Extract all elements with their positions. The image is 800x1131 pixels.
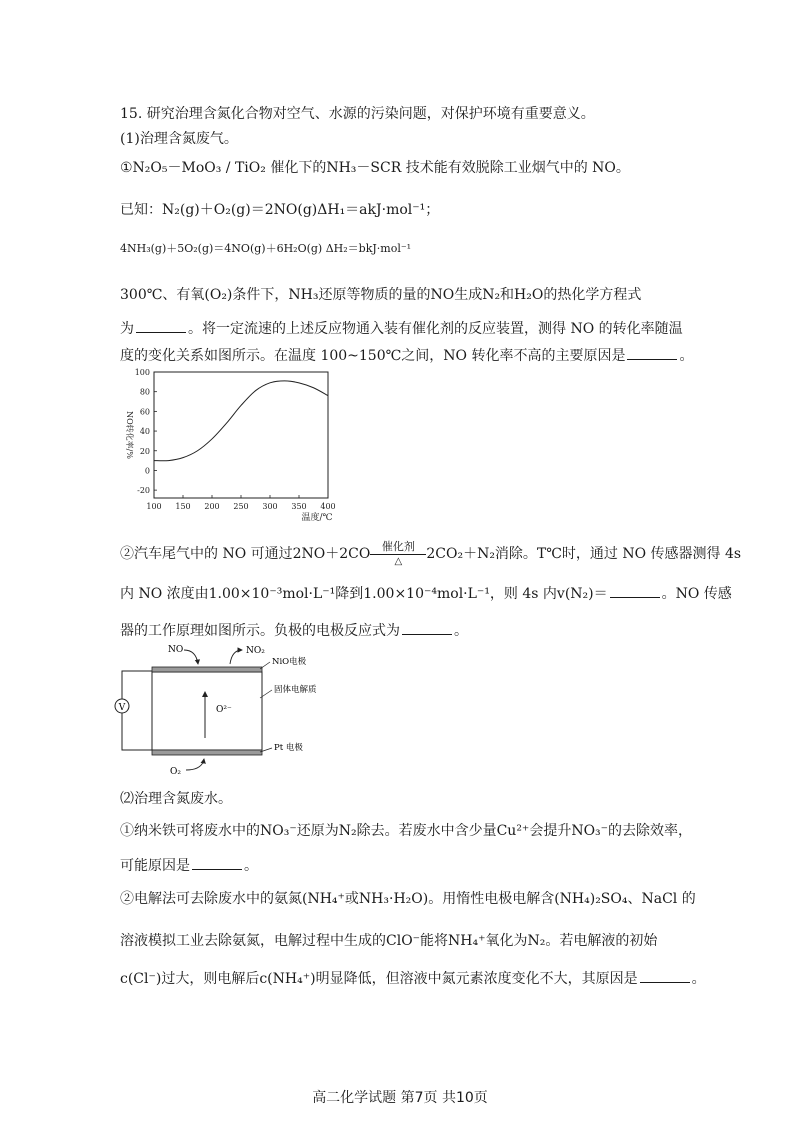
sub2-line3 xyxy=(120,620,468,640)
answer-blank-6[interactable] xyxy=(640,981,690,983)
pt-electrode xyxy=(152,750,262,755)
y-tick-label: 0 xyxy=(144,466,150,476)
o2-label: O₂ xyxy=(170,767,181,775)
catalyst-label: 催化剂 xyxy=(381,540,415,553)
voltmeter-label: V xyxy=(118,703,126,713)
solid-electrolyte xyxy=(152,672,262,750)
part2-q1-line1: ①纳米铁可将废水中的NO₃⁻还原为N₂除去。若废水中含少量Cu²⁺会提升NO₃⁻的去除效率， xyxy=(120,823,693,839)
sub1-line2: 300℃、有氧(O₂)条件下，NH₃还原等物质的量的NO生成N₂和H₂O的热化学方程式 xyxy=(120,287,642,303)
sub2-line2-a: 内 NO 浓度由1.00×10⁻³mol·L⁻¹降到1.00×10⁻⁴mol·L⁻¹，则 4s 内v(N₂)＝ xyxy=(120,586,608,602)
answer-blank-2[interactable] xyxy=(627,358,677,360)
part1-heading: (1)治理含氮废气。 xyxy=(120,131,238,147)
part2-heading: ⑵治理含氮废水。 xyxy=(120,791,232,807)
x-tick-label: 250 xyxy=(233,502,249,511)
part2-q1-line2-a: 可能原因是 xyxy=(120,858,190,874)
chart-x-label: 温度/℃ xyxy=(301,513,333,523)
sub2-line2 xyxy=(120,583,732,603)
question-title: 15. 研究治理含氮化合物对空气、水源的污染问题，对保护环境有重要意义。 xyxy=(120,106,595,122)
page-footer: 高二化学试题 第7页 共10页 xyxy=(312,1090,488,1106)
answer-blank-5[interactable] xyxy=(192,868,242,870)
electrolyte-label: 固体电解质 xyxy=(274,685,317,695)
no-conversion-chart xyxy=(112,365,352,525)
sub2-line3-a: 器的工作原理如图所示。负极的电极反应式为 xyxy=(120,623,400,639)
y-tick-label: 60 xyxy=(139,407,150,417)
heat-label: △ xyxy=(394,556,403,567)
y-tick-label: 100 xyxy=(134,368,150,377)
no-sensor-diagram xyxy=(110,640,360,775)
part2-q2-line3 xyxy=(120,968,706,988)
series-line-no-conversion xyxy=(154,381,328,461)
sub2-line1 xyxy=(120,541,741,567)
chart-y-label: NO转化率/% xyxy=(125,411,134,459)
sub1-line4 xyxy=(120,345,693,365)
sub1-line4-b: 。 xyxy=(679,348,694,364)
part2-q1-line2-b: 。 xyxy=(244,858,258,874)
part2-q2-line1: ②电解法可去除废水中的氨氮(NH₄⁺或NH₃·H₂O)。用惰性电极电解含(NH₄)₂SO₄、NaCl 的 xyxy=(120,891,696,907)
sub1-line3-b: 。将一定流速的上述反应物通入装有催化剂的反应装置，测得 NO 的转化率随温 xyxy=(188,321,683,337)
known-eq1: 已知：N₂(g)＋O₂(g)＝2NO(g)ΔH₁＝akJ·mol⁻¹； xyxy=(120,202,440,218)
y-tick-label: -20 xyxy=(137,486,150,496)
sub2-line1-a: ②汽车尾气中的 NO 可通过2NO＋2CO xyxy=(120,546,371,562)
answer-blank-4[interactable] xyxy=(402,633,452,635)
y-tick-label: 40 xyxy=(139,427,150,437)
x-tick-label: 350 xyxy=(291,502,307,511)
chart-plot-frame xyxy=(154,372,328,498)
sub1-line3 xyxy=(120,318,683,338)
no2-label: NO₂ xyxy=(246,646,265,656)
x-tick-label: 100 xyxy=(146,502,162,511)
part2-q2-line3-a: c(Cl⁻)过大，则电解后c(NH₄⁺)明显降低，但溶液中氮元素浓度变化不大，其原因是 xyxy=(120,971,638,987)
known-eq2: 4NH₃(g)＋5O₂(g)＝4NO(g)＋6H₂O(g) ΔH₂＝bkJ·mol⁻¹ xyxy=(120,242,412,255)
x-tick-label: 400 xyxy=(320,502,336,511)
x-tick-label: 150 xyxy=(175,502,191,511)
o2minus-label: O²⁻ xyxy=(216,705,232,715)
sub2-line3-b: 。 xyxy=(454,623,468,639)
nio-electrode xyxy=(152,667,262,672)
reaction-arrow xyxy=(370,541,426,567)
sub1-line4-a: 度的变化关系如图所示。在温度 100~150℃之间，NO 转化率不高的主要原因是 xyxy=(120,348,626,364)
x-tick-label: 300 xyxy=(262,502,278,511)
sub1-intro: ①N₂O₅－MoO₃ / TiO₂ 催化下的NH₃－SCR 技术能有效脱除工业烟气中的 NO。 xyxy=(120,160,630,176)
sub1-line3-a: 为 xyxy=(120,321,134,337)
sub2-line2-b: 。NO 传感 xyxy=(661,586,732,602)
part2-q1-line2 xyxy=(120,855,258,875)
nio-electrode-label: NiO电极 xyxy=(272,657,307,667)
answer-blank-3[interactable] xyxy=(610,596,660,598)
part2-q2-line2: 溶液模拟工业去除氨氮，电解过程中生成的ClO⁻能将NH₄⁺氧化为N₂。若电解液的初始 xyxy=(120,933,658,949)
answer-blank-1[interactable] xyxy=(136,331,186,333)
part2-q2-line3-b: 。 xyxy=(691,971,706,987)
y-tick-label: 20 xyxy=(139,446,150,456)
x-tick-label: 200 xyxy=(204,502,220,511)
no-label: NO xyxy=(168,645,184,655)
pt-electrode-label: Pt 电极 xyxy=(274,743,303,753)
y-tick-label: 80 xyxy=(139,387,150,397)
sub2-line1-b: 2CO₂＋N₂消除。T℃时，通过 NO 传感器测得 4s xyxy=(426,546,742,562)
